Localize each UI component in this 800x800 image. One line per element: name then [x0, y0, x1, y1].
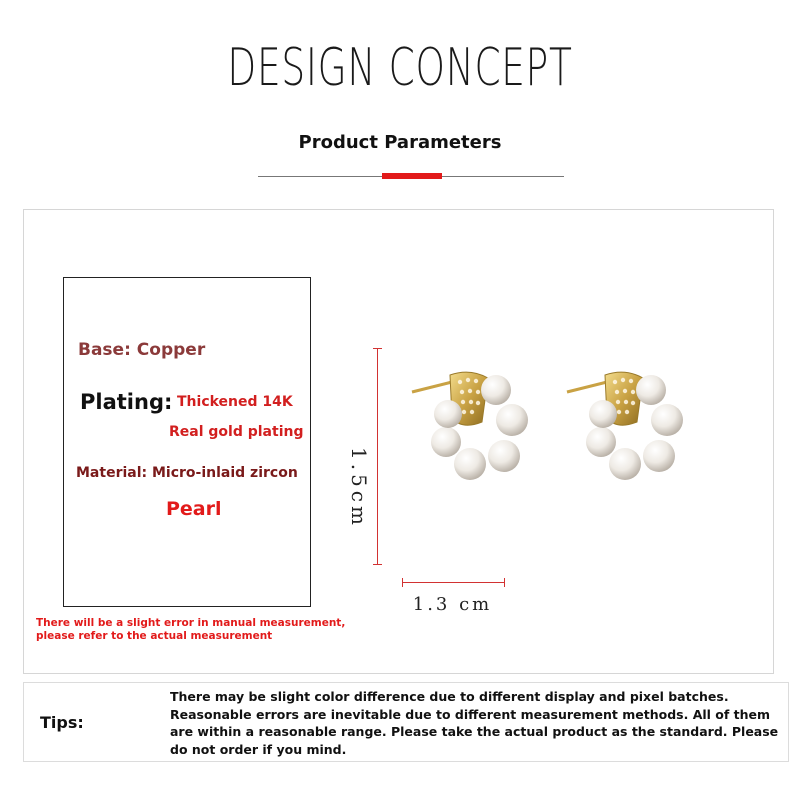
spec-material-pearl: Pearl [166, 498, 222, 520]
spec-material: Material: Micro-inlaid zircon [76, 465, 298, 481]
width-dimension-cap-right [504, 578, 505, 587]
design-concept-title: DESIGN CONCEPT [227, 38, 573, 98]
height-dimension-line [377, 348, 378, 564]
earring-right [567, 372, 683, 480]
measurement-note [36, 617, 356, 643]
spec-plating-value-line1: Thickened 14K [177, 394, 293, 410]
measurement-note-line1: There will be a slight error in manual measurement, [36, 617, 346, 629]
spec-plating-label: Plating: [80, 390, 173, 414]
spec-plating-value-line2: Real gold plating [169, 424, 304, 440]
width-dimension-line [402, 582, 505, 583]
spec-base: Base: Copper [78, 340, 206, 360]
height-dimension-cap-bottom [373, 564, 382, 565]
width-dimension-label: 1.3 cm [412, 594, 493, 615]
earring-left [412, 372, 528, 480]
width-dimension-cap-left [402, 578, 403, 587]
heading-divider-accent [382, 173, 442, 179]
measurement-note-line2: please refer to the actual measurement [36, 630, 273, 642]
height-dimension-label [347, 447, 371, 487]
product-parameters-heading: Product Parameters [298, 132, 502, 153]
spec-box [63, 277, 311, 607]
tips-label: Tips: [40, 713, 84, 732]
height-dimension-cap-top [373, 348, 382, 349]
earrings-image [400, 360, 710, 490]
tips-text: There may be slight color difference due to different display and pixel batches. Reasonable errors are inevitable due to different measurement methods. All of them are within a reasonable range. Please take the actual product as the standard. Please do not order if you mind. [170, 689, 779, 757]
